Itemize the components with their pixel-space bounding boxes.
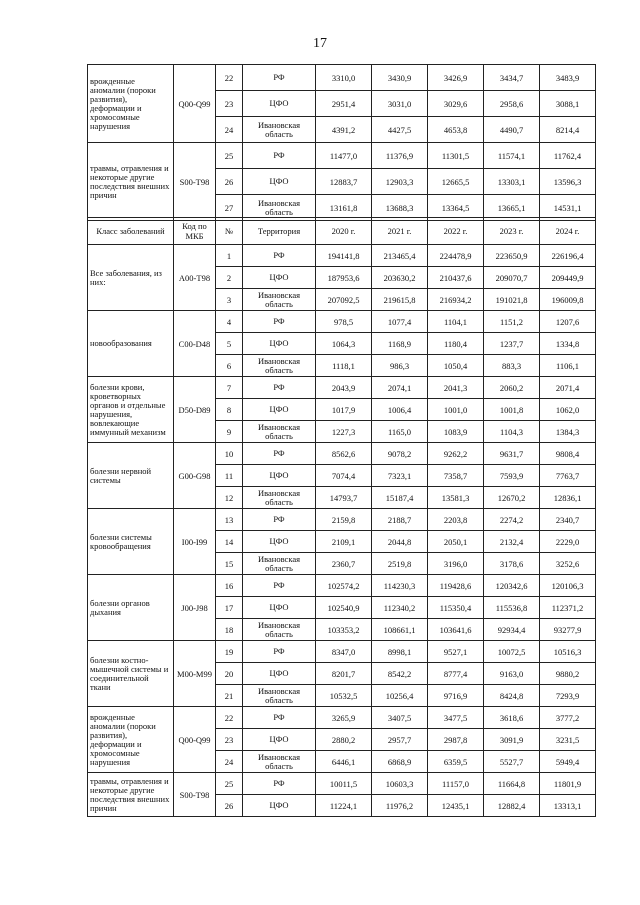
territory: Ивановская область bbox=[243, 289, 316, 311]
row-number: 17 bbox=[216, 597, 243, 619]
value-cell: 8998,1 bbox=[372, 641, 428, 663]
value-cell: 1050,4 bbox=[428, 355, 484, 377]
territory: РФ bbox=[243, 575, 316, 597]
disease-class: болезни нервной системы bbox=[88, 443, 174, 509]
value-cell: 1001,0 bbox=[428, 399, 484, 421]
value-cell: 3310,0 bbox=[316, 65, 372, 91]
value-cell: 8214,4 bbox=[540, 117, 596, 143]
value-cell: 9880,2 bbox=[540, 663, 596, 685]
value-cell: 11574,1 bbox=[484, 143, 540, 169]
table-row bbox=[88, 641, 596, 663]
value-cell: 115350,4 bbox=[428, 597, 484, 619]
value-cell: 883,3 bbox=[484, 355, 540, 377]
value-cell: 11976,2 bbox=[372, 795, 428, 817]
value-cell: 4490,7 bbox=[484, 117, 540, 143]
value-cell: 119428,6 bbox=[428, 575, 484, 597]
header-2024: 2024 г. bbox=[540, 218, 596, 245]
value-cell: 11301,5 bbox=[428, 143, 484, 169]
row-number: 8 bbox=[216, 399, 243, 421]
disease-class: врожденные аномалии (пороки развития), деформации и хромосомные нарушения bbox=[88, 707, 174, 773]
value-cell: 7074,4 bbox=[316, 465, 372, 487]
territory: ЦФО bbox=[243, 399, 316, 421]
row-number: 19 bbox=[216, 641, 243, 663]
value-cell: 2060,2 bbox=[484, 377, 540, 399]
row-number: 6 bbox=[216, 355, 243, 377]
value-cell: 10532,5 bbox=[316, 685, 372, 707]
value-cell: 11376,9 bbox=[372, 143, 428, 169]
value-cell: 1118,1 bbox=[316, 355, 372, 377]
value-cell: 2957,7 bbox=[372, 729, 428, 751]
page-number: 17 bbox=[313, 36, 327, 51]
value-cell: 3031,0 bbox=[372, 91, 428, 117]
value-cell: 114230,3 bbox=[372, 575, 428, 597]
table-header-row bbox=[88, 218, 596, 245]
table-row bbox=[88, 311, 596, 333]
row-number: 20 bbox=[216, 663, 243, 685]
value-cell: 1151,2 bbox=[484, 311, 540, 333]
value-cell: 2132,4 bbox=[484, 531, 540, 553]
row-number: 26 bbox=[216, 169, 243, 195]
value-cell: 210437,6 bbox=[428, 267, 484, 289]
row-number: 14 bbox=[216, 531, 243, 553]
territory: ЦФО bbox=[243, 663, 316, 685]
value-cell: 103353,2 bbox=[316, 619, 372, 641]
value-cell: 2951,4 bbox=[316, 91, 372, 117]
row-number: 9 bbox=[216, 421, 243, 443]
icd-code: G00-G98 bbox=[174, 443, 216, 509]
value-cell: 102574,2 bbox=[316, 575, 372, 597]
value-cell: 7763,7 bbox=[540, 465, 596, 487]
icd-code: C00-D48 bbox=[174, 311, 216, 377]
table-continuation bbox=[87, 64, 596, 221]
value-cell: 12882,4 bbox=[484, 795, 540, 817]
territory: ЦФО bbox=[243, 333, 316, 355]
row-number: 24 bbox=[216, 751, 243, 773]
value-cell: 3029,6 bbox=[428, 91, 484, 117]
value-cell: 11224,1 bbox=[316, 795, 372, 817]
value-cell: 13364,5 bbox=[428, 195, 484, 221]
value-cell: 196009,8 bbox=[540, 289, 596, 311]
icd-code: S00-T98 bbox=[174, 773, 216, 817]
value-cell: 209070,7 bbox=[484, 267, 540, 289]
value-cell: 4427,5 bbox=[372, 117, 428, 143]
value-cell: 1168,9 bbox=[372, 333, 428, 355]
value-cell: 6446,1 bbox=[316, 751, 372, 773]
row-number: 24 bbox=[216, 117, 243, 143]
value-cell: 3618,6 bbox=[484, 707, 540, 729]
table-row bbox=[88, 575, 596, 597]
territory: РФ bbox=[243, 65, 316, 91]
icd-code: Q00-Q99 bbox=[174, 65, 216, 143]
territory: РФ bbox=[243, 641, 316, 663]
value-cell: 3091,9 bbox=[484, 729, 540, 751]
value-cell: 8424,8 bbox=[484, 685, 540, 707]
value-cell: 978,5 bbox=[316, 311, 372, 333]
value-cell: 13313,1 bbox=[540, 795, 596, 817]
value-cell: 1064,3 bbox=[316, 333, 372, 355]
value-cell: 112371,2 bbox=[540, 597, 596, 619]
value-cell: 3477,5 bbox=[428, 707, 484, 729]
header-2020: 2020 г. bbox=[316, 218, 372, 245]
value-cell: 2050,1 bbox=[428, 531, 484, 553]
value-cell: 1104,1 bbox=[428, 311, 484, 333]
value-cell: 1077,4 bbox=[372, 311, 428, 333]
value-cell: 2340,7 bbox=[540, 509, 596, 531]
row-number: 13 bbox=[216, 509, 243, 531]
value-cell: 1165,0 bbox=[372, 421, 428, 443]
table-row bbox=[88, 707, 596, 729]
value-cell: 2958,6 bbox=[484, 91, 540, 117]
value-cell: 14531,1 bbox=[540, 195, 596, 221]
value-cell: 12670,2 bbox=[484, 487, 540, 509]
value-cell: 3088,1 bbox=[540, 91, 596, 117]
value-cell: 4391,2 bbox=[316, 117, 372, 143]
value-cell: 7593,9 bbox=[484, 465, 540, 487]
header-class: Класс заболеваний bbox=[88, 218, 174, 245]
row-number: 12 bbox=[216, 487, 243, 509]
row-number: 5 bbox=[216, 333, 243, 355]
icd-code: S00-T98 bbox=[174, 143, 216, 221]
territory: ЦФО bbox=[243, 91, 316, 117]
table-morbidity bbox=[87, 217, 596, 817]
value-cell: 3483,9 bbox=[540, 65, 596, 91]
value-cell: 3426,9 bbox=[428, 65, 484, 91]
territory: ЦФО bbox=[243, 267, 316, 289]
value-cell: 209449,9 bbox=[540, 267, 596, 289]
value-cell: 11477,0 bbox=[316, 143, 372, 169]
territory: РФ bbox=[243, 443, 316, 465]
table-row bbox=[88, 143, 596, 169]
value-cell: 3252,6 bbox=[540, 553, 596, 575]
value-cell: 13581,3 bbox=[428, 487, 484, 509]
territory: РФ bbox=[243, 773, 316, 795]
disease-class: болезни органов дыхания bbox=[88, 575, 174, 641]
value-cell: 120342,6 bbox=[484, 575, 540, 597]
value-cell: 108661,1 bbox=[372, 619, 428, 641]
value-cell: 3196,0 bbox=[428, 553, 484, 575]
value-cell: 7323,1 bbox=[372, 465, 428, 487]
value-cell: 6868,9 bbox=[372, 751, 428, 773]
value-cell: 3430,9 bbox=[372, 65, 428, 91]
value-cell: 9163,0 bbox=[484, 663, 540, 685]
row-number: 11 bbox=[216, 465, 243, 487]
territory: Ивановская область bbox=[243, 487, 316, 509]
value-cell: 11157,0 bbox=[428, 773, 484, 795]
row-number: 22 bbox=[216, 65, 243, 91]
territory: ЦФО bbox=[243, 531, 316, 553]
value-cell: 4653,8 bbox=[428, 117, 484, 143]
value-cell: 6359,5 bbox=[428, 751, 484, 773]
value-cell: 12836,1 bbox=[540, 487, 596, 509]
header-territory: Территория bbox=[243, 218, 316, 245]
row-number: 16 bbox=[216, 575, 243, 597]
value-cell: 213465,4 bbox=[372, 245, 428, 267]
territory: ЦФО bbox=[243, 729, 316, 751]
value-cell: 2071,4 bbox=[540, 377, 596, 399]
row-number: 25 bbox=[216, 773, 243, 795]
table-row bbox=[88, 377, 596, 399]
value-cell: 14793,7 bbox=[316, 487, 372, 509]
value-cell: 986,3 bbox=[372, 355, 428, 377]
value-cell: 2159,8 bbox=[316, 509, 372, 531]
header-2022: 2022 г. bbox=[428, 218, 484, 245]
territory: Ивановская область bbox=[243, 117, 316, 143]
row-number: 4 bbox=[216, 311, 243, 333]
value-cell: 1106,1 bbox=[540, 355, 596, 377]
table-row bbox=[88, 509, 596, 531]
value-cell: 9631,7 bbox=[484, 443, 540, 465]
value-cell: 7293,9 bbox=[540, 685, 596, 707]
value-cell: 207092,5 bbox=[316, 289, 372, 311]
value-cell: 1006,4 bbox=[372, 399, 428, 421]
icd-code: I00-I99 bbox=[174, 509, 216, 575]
disease-class: новообразования bbox=[88, 311, 174, 377]
value-cell: 9716,9 bbox=[428, 685, 484, 707]
value-cell: 3407,5 bbox=[372, 707, 428, 729]
value-cell: 93277,9 bbox=[540, 619, 596, 641]
row-number: 7 bbox=[216, 377, 243, 399]
territory: РФ bbox=[243, 245, 316, 267]
value-cell: 2519,8 bbox=[372, 553, 428, 575]
value-cell: 13665,1 bbox=[484, 195, 540, 221]
row-number: 22 bbox=[216, 707, 243, 729]
row-number: 23 bbox=[216, 91, 243, 117]
table-row bbox=[88, 773, 596, 795]
disease-class: врожденные аномалии (пороки развития), деформации и хромосомные нарушения bbox=[88, 65, 174, 143]
icd-code: A00-T98 bbox=[174, 245, 216, 311]
header-code: Код по МКБ bbox=[174, 218, 216, 245]
territory: РФ bbox=[243, 311, 316, 333]
value-cell: 8562,6 bbox=[316, 443, 372, 465]
value-cell: 12435,1 bbox=[428, 795, 484, 817]
value-cell: 216934,2 bbox=[428, 289, 484, 311]
territory: РФ bbox=[243, 509, 316, 531]
table-row bbox=[88, 245, 596, 267]
value-cell: 2041,3 bbox=[428, 377, 484, 399]
territory: Ивановская область bbox=[243, 553, 316, 575]
disease-class: болезни крови, кроветворных органов и отдельные нарушения, вовлекающие иммунный механизм bbox=[88, 377, 174, 443]
value-cell: 11801,9 bbox=[540, 773, 596, 795]
value-cell: 11762,4 bbox=[540, 143, 596, 169]
value-cell: 224478,9 bbox=[428, 245, 484, 267]
value-cell: 2109,1 bbox=[316, 531, 372, 553]
value-cell: 9262,2 bbox=[428, 443, 484, 465]
value-cell: 9078,2 bbox=[372, 443, 428, 465]
header-2021: 2021 г. bbox=[372, 218, 428, 245]
value-cell: 2360,7 bbox=[316, 553, 372, 575]
value-cell: 9527,1 bbox=[428, 641, 484, 663]
value-cell: 12903,3 bbox=[372, 169, 428, 195]
row-number: 10 bbox=[216, 443, 243, 465]
disease-class: травмы, отравления и некоторые другие последствия внешних причин bbox=[88, 143, 174, 221]
value-cell: 1180,4 bbox=[428, 333, 484, 355]
value-cell: 9808,4 bbox=[540, 443, 596, 465]
icd-code: Q00-Q99 bbox=[174, 707, 216, 773]
value-cell: 2203,8 bbox=[428, 509, 484, 531]
value-cell: 223650,9 bbox=[484, 245, 540, 267]
value-cell: 8777,4 bbox=[428, 663, 484, 685]
value-cell: 203630,2 bbox=[372, 267, 428, 289]
row-number: 15 bbox=[216, 553, 243, 575]
value-cell: 1227,3 bbox=[316, 421, 372, 443]
value-cell: 1104,3 bbox=[484, 421, 540, 443]
value-cell: 120106,3 bbox=[540, 575, 596, 597]
value-cell: 10072,5 bbox=[484, 641, 540, 663]
table-row bbox=[88, 65, 596, 91]
territory: РФ bbox=[243, 143, 316, 169]
value-cell: 1017,9 bbox=[316, 399, 372, 421]
row-number: 26 bbox=[216, 795, 243, 817]
value-cell: 187953,6 bbox=[316, 267, 372, 289]
value-cell: 12665,5 bbox=[428, 169, 484, 195]
territory: Ивановская область bbox=[243, 619, 316, 641]
value-cell: 3178,6 bbox=[484, 553, 540, 575]
value-cell: 2880,2 bbox=[316, 729, 372, 751]
value-cell: 13688,3 bbox=[372, 195, 428, 221]
value-cell: 5949,4 bbox=[540, 751, 596, 773]
value-cell: 1083,9 bbox=[428, 421, 484, 443]
value-cell: 92934,4 bbox=[484, 619, 540, 641]
value-cell: 10516,3 bbox=[540, 641, 596, 663]
row-number: 3 bbox=[216, 289, 243, 311]
value-cell: 2987,8 bbox=[428, 729, 484, 751]
value-cell: 3434,7 bbox=[484, 65, 540, 91]
value-cell: 5527,7 bbox=[484, 751, 540, 773]
value-cell: 2044,8 bbox=[372, 531, 428, 553]
value-cell: 13303,1 bbox=[484, 169, 540, 195]
value-cell: 226196,4 bbox=[540, 245, 596, 267]
row-number: 2 bbox=[216, 267, 243, 289]
icd-code: J00-J98 bbox=[174, 575, 216, 641]
value-cell: 7358,7 bbox=[428, 465, 484, 487]
row-number: 27 bbox=[216, 195, 243, 221]
territory: Ивановская область bbox=[243, 685, 316, 707]
row-number: 25 bbox=[216, 143, 243, 169]
value-cell: 1001,8 bbox=[484, 399, 540, 421]
value-cell: 191021,8 bbox=[484, 289, 540, 311]
value-cell: 2188,7 bbox=[372, 509, 428, 531]
value-cell: 15187,4 bbox=[372, 487, 428, 509]
value-cell: 219615,8 bbox=[372, 289, 428, 311]
territory: ЦФО bbox=[243, 169, 316, 195]
value-cell: 8201,7 bbox=[316, 663, 372, 685]
value-cell: 8542,2 bbox=[372, 663, 428, 685]
value-cell: 2274,2 bbox=[484, 509, 540, 531]
territory: Ивановская область bbox=[243, 751, 316, 773]
value-cell: 13596,3 bbox=[540, 169, 596, 195]
value-cell: 102540,9 bbox=[316, 597, 372, 619]
territory: ЦФО bbox=[243, 597, 316, 619]
value-cell: 10011,5 bbox=[316, 773, 372, 795]
disease-class: болезни системы кровообращения bbox=[88, 509, 174, 575]
value-cell: 2043,9 bbox=[316, 377, 372, 399]
value-cell: 112340,2 bbox=[372, 597, 428, 619]
header-2023: 2023 г. bbox=[484, 218, 540, 245]
territory: ЦФО bbox=[243, 795, 316, 817]
territory: Ивановская область bbox=[243, 421, 316, 443]
value-cell: 10256,4 bbox=[372, 685, 428, 707]
header-number: № bbox=[216, 218, 243, 245]
value-cell: 103641,6 bbox=[428, 619, 484, 641]
value-cell: 8347,0 bbox=[316, 641, 372, 663]
value-cell: 12883,7 bbox=[316, 169, 372, 195]
territory: Ивановская область bbox=[243, 355, 316, 377]
disease-class: болезни костно-мышечной системы и соединительной ткани bbox=[88, 641, 174, 707]
row-number: 23 bbox=[216, 729, 243, 751]
row-number: 18 bbox=[216, 619, 243, 641]
value-cell: 1062,0 bbox=[540, 399, 596, 421]
value-cell: 1334,8 bbox=[540, 333, 596, 355]
value-cell: 3265,9 bbox=[316, 707, 372, 729]
value-cell: 1237,7 bbox=[484, 333, 540, 355]
value-cell: 1207,6 bbox=[540, 311, 596, 333]
disease-class: Все заболевания, из них: bbox=[88, 245, 174, 311]
value-cell: 2074,1 bbox=[372, 377, 428, 399]
table-row bbox=[88, 443, 596, 465]
value-cell: 11664,8 bbox=[484, 773, 540, 795]
row-number: 1 bbox=[216, 245, 243, 267]
value-cell: 13161,8 bbox=[316, 195, 372, 221]
icd-code: D50-D89 bbox=[174, 377, 216, 443]
icd-code: M00-M99 bbox=[174, 641, 216, 707]
territory: РФ bbox=[243, 377, 316, 399]
value-cell: 2229,0 bbox=[540, 531, 596, 553]
territory: ЦФО bbox=[243, 465, 316, 487]
value-cell: 3231,5 bbox=[540, 729, 596, 751]
disease-class: травмы, отравления и некоторые другие последствия внешних причин bbox=[88, 773, 174, 817]
value-cell: 194141,8 bbox=[316, 245, 372, 267]
territory: Ивановская область bbox=[243, 195, 316, 221]
value-cell: 3777,2 bbox=[540, 707, 596, 729]
row-number: 21 bbox=[216, 685, 243, 707]
value-cell: 115536,8 bbox=[484, 597, 540, 619]
value-cell: 1384,3 bbox=[540, 421, 596, 443]
value-cell: 10603,3 bbox=[372, 773, 428, 795]
territory: РФ bbox=[243, 707, 316, 729]
